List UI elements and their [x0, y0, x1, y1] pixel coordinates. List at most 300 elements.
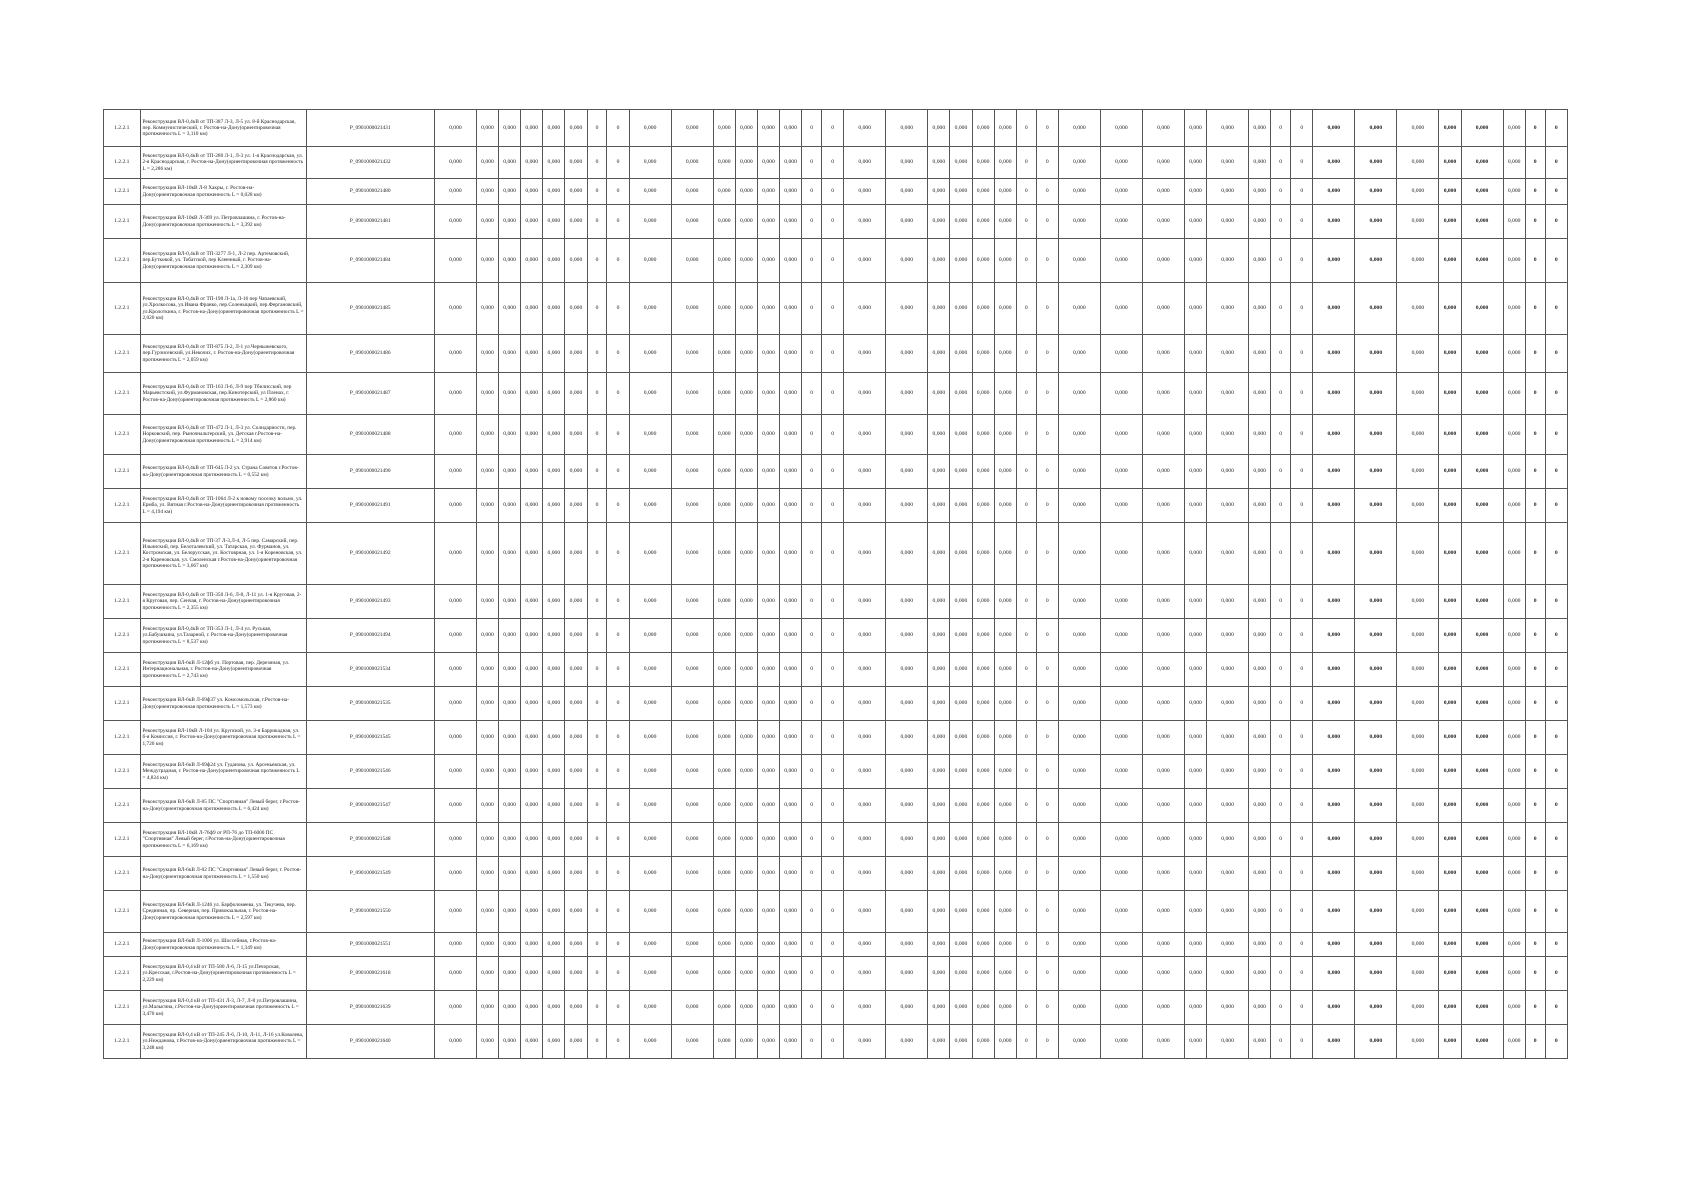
value-cell: 0,000 — [1100, 523, 1142, 585]
value-cell: 0,000 — [950, 415, 972, 455]
value-cell: 0,000 — [1439, 789, 1461, 823]
value-cell: 0 — [1545, 523, 1567, 585]
value-cell: 0 — [1525, 721, 1545, 755]
value-cell: 0,000 — [1058, 489, 1100, 523]
value-cell: 0,000 — [1058, 205, 1100, 239]
value-cell: 0,000 — [1142, 147, 1184, 179]
value-cell: 0,000 — [1058, 721, 1100, 755]
table-row — [104, 239, 1568, 283]
value-cell: 0 — [1545, 755, 1567, 789]
value-cell: 0,000 — [713, 415, 735, 455]
value-cell: 0 — [1525, 857, 1545, 891]
value-cell: 0,000 — [972, 335, 994, 373]
value-cell: 0,000 — [1184, 933, 1206, 957]
value-cell: 0,000 — [543, 585, 565, 619]
project-name-cell: Реконструкция ВЛ-6кВ Л-12фб ул. Портовая, пер. Дерезиная, ул. Интернациональная, г. Ростов-на-Дону(ориентировочная протяженность L = 2,743 км) — [140, 653, 306, 687]
value-cell: 0,000 — [521, 721, 543, 755]
value-cell: 0,000 — [1313, 933, 1355, 957]
value-cell: 0,000 — [629, 239, 671, 283]
value-cell: 0 — [822, 239, 844, 283]
value-cell: 0 — [1525, 523, 1545, 585]
table-row — [104, 373, 1568, 415]
project-name-cell: Реконструкция ВЛ-6кВ Л-69ф24 ул. Гуданова, ул. Арсеньевская, ул. Междуградная, г. Ростов-на-Дону(ориентировочная протяженность L = 4,824 км) — [140, 755, 306, 789]
value-cell: 0,000 — [521, 857, 543, 891]
value-cell: 0,000 — [844, 957, 886, 991]
value-cell: 0 — [1291, 755, 1313, 789]
value-cell: 0 — [1016, 283, 1036, 335]
value-cell: 0,000 — [543, 755, 565, 789]
value-cell: 0 — [1525, 335, 1545, 373]
project-code-cell: P_0901000021481 — [306, 205, 434, 239]
value-cell: 0,000 — [565, 283, 587, 335]
value-cell: 0,000 — [1249, 721, 1271, 755]
value-cell: 0 — [1016, 789, 1036, 823]
value-cell: 0,000 — [972, 1025, 994, 1059]
project-code-cell: P_0901000021535 — [306, 687, 434, 721]
value-cell: 0,000 — [1355, 110, 1397, 147]
value-cell: 0 — [607, 179, 629, 205]
value-cell: 0 — [587, 110, 607, 147]
value-cell: 0,000 — [543, 179, 565, 205]
value-cell: 0,000 — [994, 653, 1016, 687]
value-cell: 0,000 — [735, 755, 757, 789]
value-cell: 0,000 — [499, 687, 521, 721]
value-cell: 0 — [587, 523, 607, 585]
value-cell: 0,000 — [780, 523, 802, 585]
value-cell: 0 — [822, 415, 844, 455]
value-cell: 0,000 — [886, 455, 928, 489]
value-cell: 0,000 — [994, 239, 1016, 283]
value-cell: 0,000 — [521, 455, 543, 489]
value-cell: 0 — [607, 653, 629, 687]
value-cell: 0,000 — [1503, 489, 1525, 523]
value-cell: 0,000 — [1100, 857, 1142, 891]
value-cell: 0,000 — [1397, 455, 1439, 489]
value-cell: 0,000 — [1439, 373, 1461, 415]
value-cell: 0,000 — [671, 991, 713, 1025]
value-cell: 0,000 — [1439, 585, 1461, 619]
project-code-cell: P_0901000021432 — [306, 147, 434, 179]
value-cell: 0 — [1016, 179, 1036, 205]
value-cell: 0,000 — [950, 585, 972, 619]
value-cell: 0 — [1016, 239, 1036, 283]
value-cell: 0,000 — [1207, 585, 1249, 619]
value-cell: 0,000 — [1397, 653, 1439, 687]
value-cell: 0,000 — [1355, 823, 1397, 857]
value-cell: 0,000 — [565, 179, 587, 205]
value-cell: 0,000 — [1355, 687, 1397, 721]
value-cell: 0 — [802, 653, 822, 687]
value-cell: 0,000 — [499, 455, 521, 489]
value-cell: 0,000 — [950, 755, 972, 789]
value-cell: 0 — [822, 721, 844, 755]
project-name-cell: Реконструкция ВЛ-6кВ Л-05 ПС "Спортивная" Левый берег, г.Ростов-на-Дону(ориентировочная протяженность L = 6,424 км) — [140, 789, 306, 823]
value-cell: 0,000 — [476, 933, 498, 957]
value-cell: 0,000 — [1439, 283, 1461, 335]
project-name-cell: Реконструкция ВЛ-0,4кВ от ТП-387 Л-3, Л-5 ул. 8-й Краснодарская, пер. Коммунистический, г. Ростов-на-Дону(ориентировочная протяженность L = 3,110 км) — [140, 110, 306, 147]
value-cell: 0,000 — [629, 585, 671, 619]
value-cell: 0,000 — [780, 857, 802, 891]
value-cell: 0,000 — [1100, 283, 1142, 335]
project-code-cell: P_0901000021488 — [306, 415, 434, 455]
value-cell: 0 — [822, 585, 844, 619]
value-cell: 0,000 — [543, 823, 565, 857]
value-cell: 0,000 — [886, 585, 928, 619]
value-cell: 0,000 — [844, 891, 886, 933]
value-cell: 0,000 — [499, 110, 521, 147]
value-cell: 0,000 — [1142, 283, 1184, 335]
value-cell: 0 — [1036, 283, 1058, 335]
value-cell: 0,000 — [1397, 585, 1439, 619]
value-cell: 0,000 — [543, 110, 565, 147]
value-cell: 0,000 — [1207, 489, 1249, 523]
value-cell: 0,000 — [1142, 205, 1184, 239]
row-number-cell: 1.2.2.1 — [104, 523, 141, 585]
value-cell: 0 — [822, 1025, 844, 1059]
value-cell: 0,000 — [950, 147, 972, 179]
table-row — [104, 585, 1568, 619]
value-cell: 0,000 — [844, 179, 886, 205]
value-cell: 0,000 — [1142, 619, 1184, 653]
value-cell: 0,000 — [543, 455, 565, 489]
value-cell: 0,000 — [565, 991, 587, 1025]
value-cell: 0,000 — [1249, 789, 1271, 823]
value-cell: 0,000 — [1058, 619, 1100, 653]
value-cell: 0,000 — [780, 373, 802, 415]
value-cell: 0,000 — [757, 585, 779, 619]
value-cell: 0,000 — [499, 721, 521, 755]
value-cell: 0,000 — [735, 110, 757, 147]
project-code-cell: P_0901000021639 — [306, 991, 434, 1025]
value-cell: 0,000 — [713, 205, 735, 239]
value-cell: 0,000 — [735, 455, 757, 489]
value-cell: 0,000 — [1355, 789, 1397, 823]
value-cell: 0,000 — [1100, 455, 1142, 489]
value-cell: 0,000 — [1100, 721, 1142, 755]
value-cell: 0 — [1525, 283, 1545, 335]
value-cell: 0,000 — [1058, 373, 1100, 415]
value-cell: 0 — [822, 147, 844, 179]
project-name-cell: Реконструкция ВЛ-0,4кВ от ТП-280 Л-1, Л-3 ул. 1-я Краснодарская, ул. 2-я Краснодарская, г. Ростов-на-Дону(ориентировочная протяженность L = 2,286 км) — [140, 147, 306, 179]
row-number-cell: 1.2.2.1 — [104, 205, 141, 239]
value-cell: 0,000 — [1142, 239, 1184, 283]
value-cell: 0 — [1291, 1025, 1313, 1059]
value-cell: 0,000 — [886, 415, 928, 455]
value-cell: 0,000 — [928, 373, 950, 415]
value-cell: 0 — [802, 373, 822, 415]
value-cell: 0,000 — [844, 455, 886, 489]
row-number-cell: 1.2.2.1 — [104, 147, 141, 179]
value-cell: 0,000 — [629, 823, 671, 857]
value-cell: 0 — [1525, 415, 1545, 455]
value-cell: 0 — [1036, 523, 1058, 585]
value-cell: 0,000 — [1058, 585, 1100, 619]
value-cell: 0,000 — [1184, 653, 1206, 687]
value-cell: 0,000 — [1249, 373, 1271, 415]
project-code-cell: P_0901000021550 — [306, 891, 434, 933]
value-cell: 0,000 — [1100, 755, 1142, 789]
value-cell: 0 — [1545, 619, 1567, 653]
value-cell: 0 — [587, 755, 607, 789]
value-cell: 0,000 — [886, 489, 928, 523]
value-cell: 0,000 — [1100, 489, 1142, 523]
value-cell: 0,000 — [1313, 755, 1355, 789]
value-cell: 0,000 — [1461, 335, 1503, 373]
value-cell: 0,000 — [972, 721, 994, 755]
value-cell: 0,000 — [1461, 721, 1503, 755]
value-cell: 0 — [822, 789, 844, 823]
value-cell: 0,000 — [499, 823, 521, 857]
value-cell: 0,000 — [1461, 789, 1503, 823]
value-cell: 0,000 — [928, 110, 950, 147]
value-cell: 0,000 — [972, 489, 994, 523]
value-cell: 0,000 — [629, 687, 671, 721]
value-cell: 0,000 — [844, 283, 886, 335]
value-cell: 0,000 — [521, 489, 543, 523]
value-cell: 0,000 — [886, 283, 928, 335]
value-cell: 0,000 — [1355, 755, 1397, 789]
value-cell: 0,000 — [1184, 857, 1206, 891]
value-cell: 0 — [1016, 823, 1036, 857]
value-cell: 0,000 — [671, 415, 713, 455]
value-cell: 0 — [1016, 619, 1036, 653]
value-cell: 0,000 — [1142, 455, 1184, 489]
value-cell: 0 — [802, 523, 822, 585]
value-cell: 0,000 — [886, 687, 928, 721]
value-cell: 0,000 — [1184, 957, 1206, 991]
value-cell: 0 — [1291, 415, 1313, 455]
value-cell: 0,000 — [629, 283, 671, 335]
value-cell: 0 — [1525, 789, 1545, 823]
value-cell: 0,000 — [928, 891, 950, 933]
value-cell: 0 — [607, 619, 629, 653]
value-cell: 0 — [1525, 585, 1545, 619]
value-cell: 0,000 — [780, 1025, 802, 1059]
value-cell: 0 — [1271, 891, 1291, 933]
value-cell: 0,000 — [1142, 1025, 1184, 1059]
value-cell: 0 — [1291, 957, 1313, 991]
value-cell: 0,000 — [476, 721, 498, 755]
value-cell: 0,000 — [1439, 755, 1461, 789]
value-cell: 0,000 — [1058, 239, 1100, 283]
value-cell: 0,000 — [994, 585, 1016, 619]
table-row — [104, 789, 1568, 823]
value-cell: 0,000 — [1503, 721, 1525, 755]
value-cell: 0 — [1545, 110, 1567, 147]
value-cell: 0,000 — [1439, 110, 1461, 147]
value-cell: 0,000 — [1503, 857, 1525, 891]
value-cell: 0,000 — [757, 933, 779, 957]
value-cell: 0 — [1545, 1025, 1567, 1059]
value-cell: 0,000 — [1439, 523, 1461, 585]
value-cell: 0,000 — [1313, 283, 1355, 335]
value-cell: 0,000 — [1058, 110, 1100, 147]
value-cell: 0 — [1291, 891, 1313, 933]
value-cell: 0,000 — [1355, 857, 1397, 891]
value-cell: 0,000 — [757, 891, 779, 933]
value-cell: 0 — [607, 933, 629, 957]
value-cell: 0 — [1291, 110, 1313, 147]
value-cell: 0,000 — [972, 857, 994, 891]
value-cell: 0,000 — [950, 110, 972, 147]
value-cell: 0,000 — [994, 373, 1016, 415]
value-cell: 0 — [607, 415, 629, 455]
value-cell: 0,000 — [1355, 1025, 1397, 1059]
value-cell: 0 — [822, 957, 844, 991]
value-cell: 0,000 — [565, 585, 587, 619]
value-cell: 0,000 — [1397, 857, 1439, 891]
value-cell: 0,000 — [1142, 957, 1184, 991]
value-cell: 0 — [822, 619, 844, 653]
value-cell: 0,000 — [1503, 789, 1525, 823]
project-name-cell: Реконструкция ВЛ-6кВ Л-02 ПС "Спортивная" Левый берег, г. Ростов-на-Дону(ориентировочная протяженность L = 1,550 км) — [140, 857, 306, 891]
value-cell: 0,000 — [1249, 335, 1271, 373]
value-cell: 0,000 — [499, 283, 521, 335]
value-cell: 0,000 — [1355, 205, 1397, 239]
value-cell: 0,000 — [1355, 721, 1397, 755]
value-cell: 0,000 — [1313, 523, 1355, 585]
value-cell: 0,000 — [476, 585, 498, 619]
value-cell: 0,000 — [671, 653, 713, 687]
value-cell: 0 — [1271, 373, 1291, 415]
value-cell: 0,000 — [1207, 205, 1249, 239]
value-cell: 0,000 — [950, 721, 972, 755]
value-cell: 0,000 — [476, 687, 498, 721]
value-cell: 0,000 — [671, 933, 713, 957]
value-cell: 0,000 — [671, 283, 713, 335]
value-cell: 0 — [1525, 619, 1545, 653]
value-cell: 0,000 — [476, 789, 498, 823]
value-cell: 0,000 — [671, 857, 713, 891]
value-cell: 0 — [1525, 455, 1545, 489]
value-cell: 0,000 — [1355, 335, 1397, 373]
value-cell: 0,000 — [1207, 823, 1249, 857]
value-cell: 0,000 — [434, 687, 476, 721]
value-cell: 0 — [1016, 523, 1036, 585]
value-cell: 0,000 — [1184, 585, 1206, 619]
value-cell: 0,000 — [757, 110, 779, 147]
value-cell: 0 — [802, 721, 822, 755]
value-cell: 0,000 — [476, 755, 498, 789]
value-cell: 0,000 — [994, 687, 1016, 721]
value-cell: 0,000 — [886, 857, 928, 891]
value-cell: 0,000 — [950, 789, 972, 823]
value-cell: 0,000 — [1184, 891, 1206, 933]
value-cell: 0,000 — [757, 283, 779, 335]
value-cell: 0,000 — [1249, 823, 1271, 857]
value-cell: 0,000 — [434, 823, 476, 857]
table-row — [104, 489, 1568, 523]
value-cell: 0,000 — [565, 755, 587, 789]
value-cell: 0,000 — [1207, 239, 1249, 283]
value-cell: 0,000 — [1249, 205, 1271, 239]
value-cell: 0,000 — [565, 891, 587, 933]
value-cell: 0,000 — [928, 857, 950, 891]
value-cell: 0,000 — [844, 489, 886, 523]
value-cell: 0,000 — [1142, 721, 1184, 755]
value-cell: 0,000 — [476, 335, 498, 373]
value-cell: 0 — [822, 523, 844, 585]
value-cell: 0,000 — [994, 1025, 1016, 1059]
value-cell: 0 — [822, 857, 844, 891]
value-cell: 0,000 — [780, 653, 802, 687]
value-cell: 0,000 — [1249, 110, 1271, 147]
value-cell: 0,000 — [1058, 687, 1100, 721]
value-cell: 0,000 — [1249, 239, 1271, 283]
value-cell: 0,000 — [1058, 933, 1100, 957]
value-cell: 0 — [1291, 335, 1313, 373]
value-cell: 0,000 — [713, 335, 735, 373]
value-cell: 0,000 — [476, 239, 498, 283]
table-row — [104, 283, 1568, 335]
value-cell: 0,000 — [434, 857, 476, 891]
value-cell: 0,000 — [844, 585, 886, 619]
value-cell: 0 — [1525, 891, 1545, 933]
value-cell: 0 — [1271, 455, 1291, 489]
project-name-cell: Реконструкция ВЛ-6кВ Л-1006 ул. Шоссейная, г.Ростов-на-Дону(ориентировочная протяженность L = 1,349 км) — [140, 933, 306, 957]
value-cell: 0,000 — [928, 933, 950, 957]
value-cell: 0,000 — [1439, 857, 1461, 891]
value-cell: 0 — [1291, 789, 1313, 823]
value-cell: 0 — [1271, 205, 1291, 239]
value-cell: 0,000 — [1207, 653, 1249, 687]
value-cell: 0,000 — [886, 789, 928, 823]
value-cell: 0,000 — [1461, 455, 1503, 489]
project-name-cell: Реконструкция ВЛ-0,4кВ от ТП-3277 Л-1, Л-2 пер. Артемовский, пер.Бутковой, ул. Тобатской, пер Клеенный, г. Ростов-на-Дону(ориентировочная протяженность L = 2,309 км) — [140, 239, 306, 283]
value-cell: 0,000 — [950, 1025, 972, 1059]
value-cell: 0,000 — [886, 823, 928, 857]
value-cell: 0,000 — [499, 239, 521, 283]
project-code-cell: P_0901000021547 — [306, 789, 434, 823]
value-cell: 0 — [822, 755, 844, 789]
value-cell: 0,000 — [1503, 755, 1525, 789]
value-cell: 0 — [822, 823, 844, 857]
value-cell: 0,000 — [1439, 415, 1461, 455]
value-cell: 0,000 — [1355, 373, 1397, 415]
value-cell: 0,000 — [671, 455, 713, 489]
value-cell: 0,000 — [521, 147, 543, 179]
value-cell: 0 — [587, 489, 607, 523]
value-cell: 0,000 — [928, 489, 950, 523]
value-cell: 0,000 — [499, 857, 521, 891]
value-cell: 0,000 — [1397, 205, 1439, 239]
value-cell: 0,000 — [629, 335, 671, 373]
value-cell: 0,000 — [629, 489, 671, 523]
value-cell: 0,000 — [543, 523, 565, 585]
value-cell: 0,000 — [972, 687, 994, 721]
value-cell: 0 — [1036, 653, 1058, 687]
value-cell: 0,000 — [1058, 991, 1100, 1025]
value-cell: 0,000 — [1184, 179, 1206, 205]
value-cell: 0,000 — [1397, 991, 1439, 1025]
value-cell: 0,000 — [1397, 415, 1439, 455]
value-cell: 0 — [1271, 653, 1291, 687]
value-cell: 0 — [587, 373, 607, 415]
value-cell: 0,000 — [521, 283, 543, 335]
value-cell: 0,000 — [928, 755, 950, 789]
value-cell: 0,000 — [994, 489, 1016, 523]
value-cell: 0,000 — [1207, 523, 1249, 585]
row-number-cell: 1.2.2.1 — [104, 373, 141, 415]
value-cell: 0,000 — [928, 991, 950, 1025]
value-cell: 0,000 — [844, 239, 886, 283]
value-cell: 0,000 — [1461, 857, 1503, 891]
value-cell: 0 — [802, 455, 822, 489]
value-cell: 0 — [1545, 239, 1567, 283]
value-cell: 0,000 — [972, 585, 994, 619]
value-cell: 0,000 — [844, 335, 886, 373]
value-cell: 0,000 — [671, 1025, 713, 1059]
